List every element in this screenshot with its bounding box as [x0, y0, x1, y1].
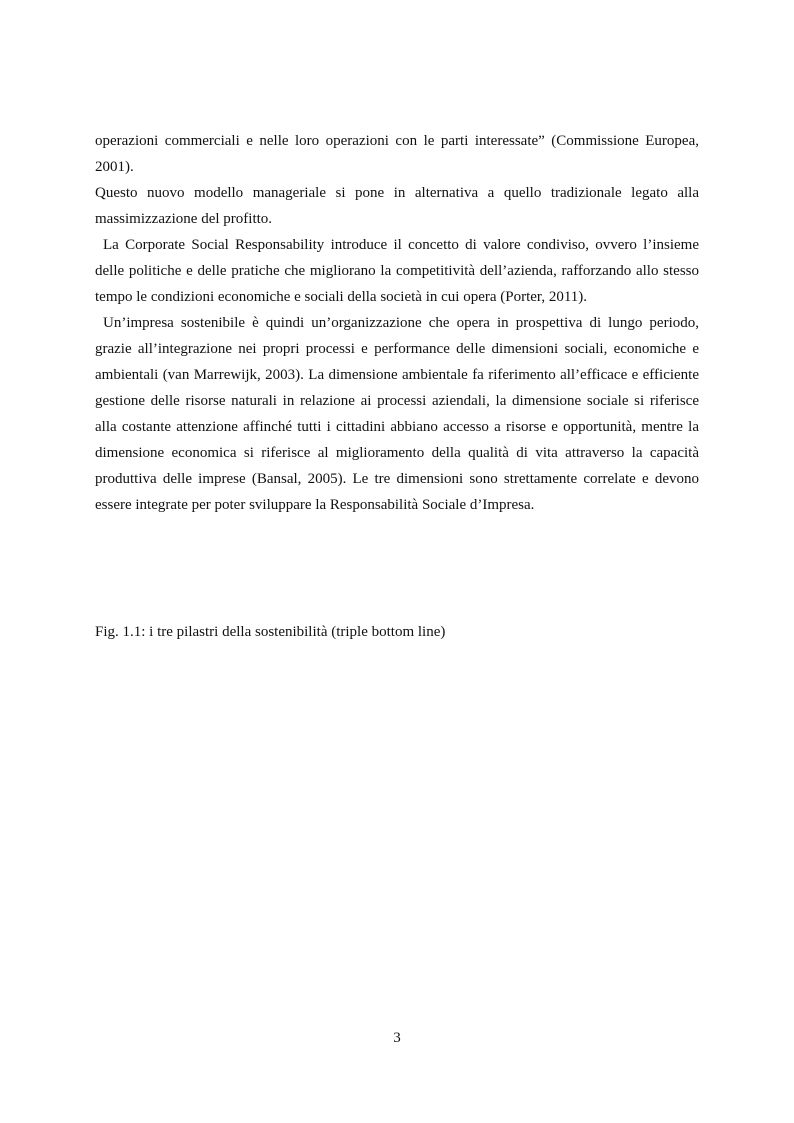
paragraph-modello-manageriale: Questo nuovo modello manageriale si pone in alternativa a quello tradizionale legato alla massimizzazione del profitto.	[95, 185, 699, 227]
paragraph-commissione-quote: operazioni commerciali e nelle loro operazioni con le parti interessate” (Commissione Europea, 2001).	[95, 133, 699, 175]
paragraph-impresa-sostenibile: Un’impresa sostenibile è quindi un’organizzazione che opera in prospettiva di lungo periodo, grazie all’integrazione nei propri processi e performance delle dimensioni sociali, economiche e ambientali (van Marrewijk, 2003). La dimensione ambientale fa riferimento all’efficace e efficiente gestione delle risorse naturali in relazione ai processi aziendali, la dimensione sociale si riferisce alla costante attenzione affinché tutti i cittadini abbiano accesso a risorse e opportunità, mentre la dimensione economica si riferisce al miglioramento della qualità di vita attraverso la capacità produttiva delle imprese (Bansal, 2005). Le tre dimensioni sono strettamente correlate e devono essere integrate per poter sviluppare la Responsabilità Sociale d’Impresa.	[95, 315, 699, 513]
page-number: 3	[393, 1030, 401, 1046]
body-text	[95, 128, 699, 518]
paragraph-csr-valore-condiviso: La Corporate Social Responsability introduce il concetto di valore condiviso, ovvero l’insieme delle politiche e delle pratiche che migliorano la competitività dell’azienda, rafforzando allo stesso tempo le condizioni economiche e sociali della società in cui opera (Porter, 2011).	[95, 237, 699, 305]
figure-caption: Fig. 1.1: i tre pilastri della sostenibilità (triple bottom line)	[95, 624, 446, 640]
